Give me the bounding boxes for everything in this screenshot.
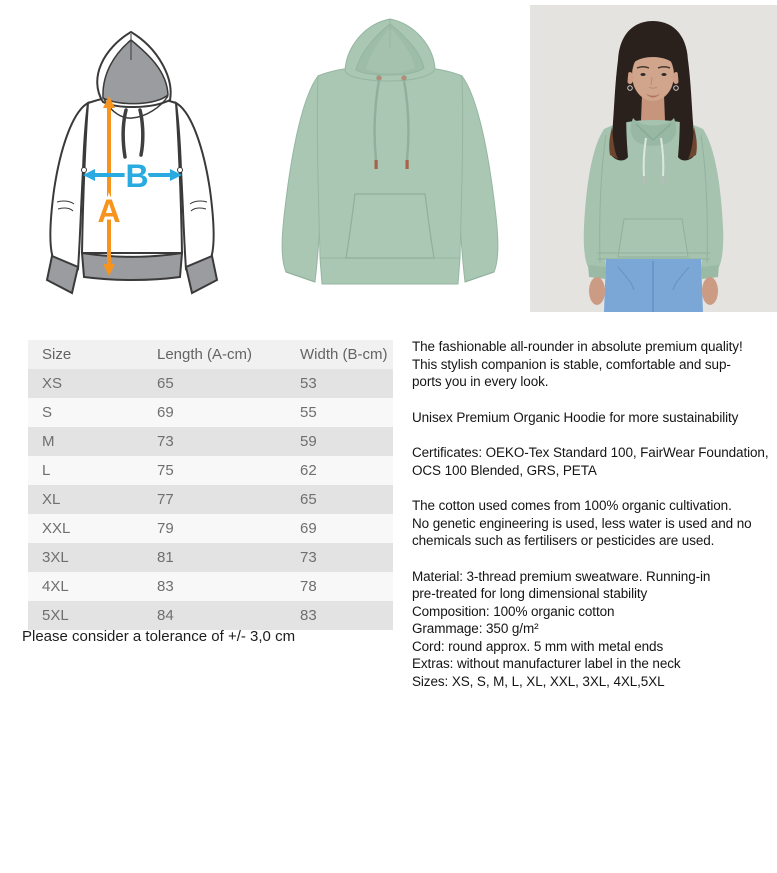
- length-cell: 77: [157, 491, 174, 508]
- description-line: chemicals such as fertilisers or pesticides are used.: [412, 533, 715, 548]
- table-row: [28, 572, 393, 601]
- description-line: Material: 3-thread premium sweatware. Running-in: [412, 568, 711, 584]
- description-line: No genetic engineering is used, less water is used and no: [412, 515, 752, 531]
- width-cell: 65: [300, 491, 317, 508]
- flat-hem-band: [320, 258, 460, 284]
- diagram-left-armpit-mark: [82, 168, 87, 173]
- col-header-width: Width (B-cm): [299, 340, 393, 369]
- description-line: ports you in every look.: [412, 374, 549, 389]
- description-paragraph-certificates: [412, 444, 772, 479]
- description-paragraph-cotton: [412, 497, 772, 550]
- size-diagram-image[interactable]: [20, 10, 250, 310]
- width-cell: 69: [300, 520, 317, 537]
- description-line: Certificates: OEKO-Tex Standard 100, FairWear Foundation,: [412, 445, 769, 460]
- flat-right-aglet: [406, 160, 409, 169]
- model-left-eye: [640, 73, 645, 76]
- flat-left-eyelet: [376, 75, 381, 80]
- model-photo-image: [530, 5, 777, 312]
- model-left-hand: [589, 277, 605, 305]
- size-cell: 3XL: [42, 549, 69, 566]
- size-table-section: [28, 340, 388, 630]
- length-cell: 69: [157, 404, 174, 421]
- description-line: Sizes: XS, S, M, L, XL, XXL, 3XL, 4XL,5XL: [412, 673, 665, 689]
- description-line: Grammage: 350 g/m²: [412, 621, 539, 636]
- description-line: Cord: round approx. 5 mm with metal ends: [412, 638, 664, 654]
- table-row: [28, 456, 393, 485]
- hoodie-measurement-diagram-icon: [20, 10, 250, 310]
- table-row: [28, 514, 393, 543]
- model-right-aglet: [662, 176, 665, 183]
- size-cell: 5XL: [42, 607, 69, 624]
- description-paragraph-specs: [412, 568, 772, 691]
- size-cell: 4XL: [42, 578, 69, 595]
- col-header-length: Length (A-cm): [156, 340, 299, 369]
- length-cell: 84: [157, 607, 174, 624]
- diagram-right-armpit-mark: [178, 168, 183, 173]
- size-table: [28, 340, 393, 630]
- table-row: [28, 485, 393, 514]
- description-line: Extras: without manufacturer label in the neck: [412, 656, 681, 671]
- description-paragraph-sustainability: [412, 409, 772, 427]
- length-cell: 75: [157, 462, 174, 479]
- table-row: [28, 601, 393, 630]
- width-cell: 73: [300, 549, 317, 566]
- model-kangaroo-pocket: [618, 219, 688, 257]
- length-cell: 65: [157, 375, 174, 392]
- size-cell: M: [42, 433, 55, 450]
- flat-kangaroo-pocket: [346, 194, 434, 258]
- description-paragraph-intro: [412, 338, 772, 391]
- flat-right-eyelet: [401, 75, 406, 80]
- size-cell: XXL: [42, 520, 71, 537]
- length-cell: 81: [157, 549, 174, 566]
- description-line: pre-treated for long dimensional stability: [412, 586, 648, 601]
- size-cell: S: [42, 404, 53, 421]
- table-row: [28, 543, 393, 572]
- length-cell: 73: [157, 433, 174, 450]
- description-line: Composition: 100% organic cotton: [412, 603, 615, 619]
- size-cell: L: [42, 462, 51, 479]
- table-row: [28, 369, 393, 398]
- model-right-eye: [661, 73, 666, 76]
- col-header-size: Size: [28, 340, 156, 369]
- description-line: The fashionable all-rounder in absolute premium quality!: [412, 339, 743, 354]
- description-line: The cotton used comes from 100% organic cultivation.: [412, 498, 732, 513]
- width-cell: 62: [300, 462, 317, 479]
- size-cell: XL: [42, 491, 61, 508]
- flat-hoodie-image: [265, 8, 515, 310]
- product-photo-flat[interactable]: [265, 8, 515, 310]
- table-row: [28, 427, 393, 456]
- width-cell: 78: [300, 578, 317, 595]
- measure-label-a: A: [97, 193, 121, 229]
- model-right-hand: [702, 277, 718, 305]
- width-cell: 53: [300, 375, 317, 392]
- flat-left-aglet: [375, 160, 378, 169]
- width-cell: 83: [300, 607, 317, 624]
- model-left-aglet: [643, 176, 646, 183]
- table-header-row: [28, 340, 393, 369]
- diagram-hem-band: [82, 253, 182, 280]
- product-photo-model[interactable]: [530, 5, 777, 312]
- model-right-cuff: [701, 265, 719, 279]
- tolerance-note: Please consider a tolerance of +/- 3,0 cm: [22, 628, 296, 645]
- product-description: [412, 338, 772, 708]
- length-cell: 83: [157, 578, 174, 595]
- length-cell: 79: [157, 520, 174, 537]
- size-cell: XS: [42, 375, 63, 392]
- width-cell: 59: [300, 433, 317, 450]
- description-line: Unisex Premium Organic Hoodie for more sustainability: [412, 409, 739, 425]
- measure-label-b: B: [125, 158, 149, 194]
- description-line: OCS 100 Blended, GRS, PETA: [412, 462, 597, 478]
- width-cell: 55: [300, 404, 317, 421]
- model-left-cuff: [588, 265, 606, 279]
- description-line: This stylish companion is stable, comfortable and sup-: [412, 356, 731, 372]
- table-row: [28, 398, 393, 427]
